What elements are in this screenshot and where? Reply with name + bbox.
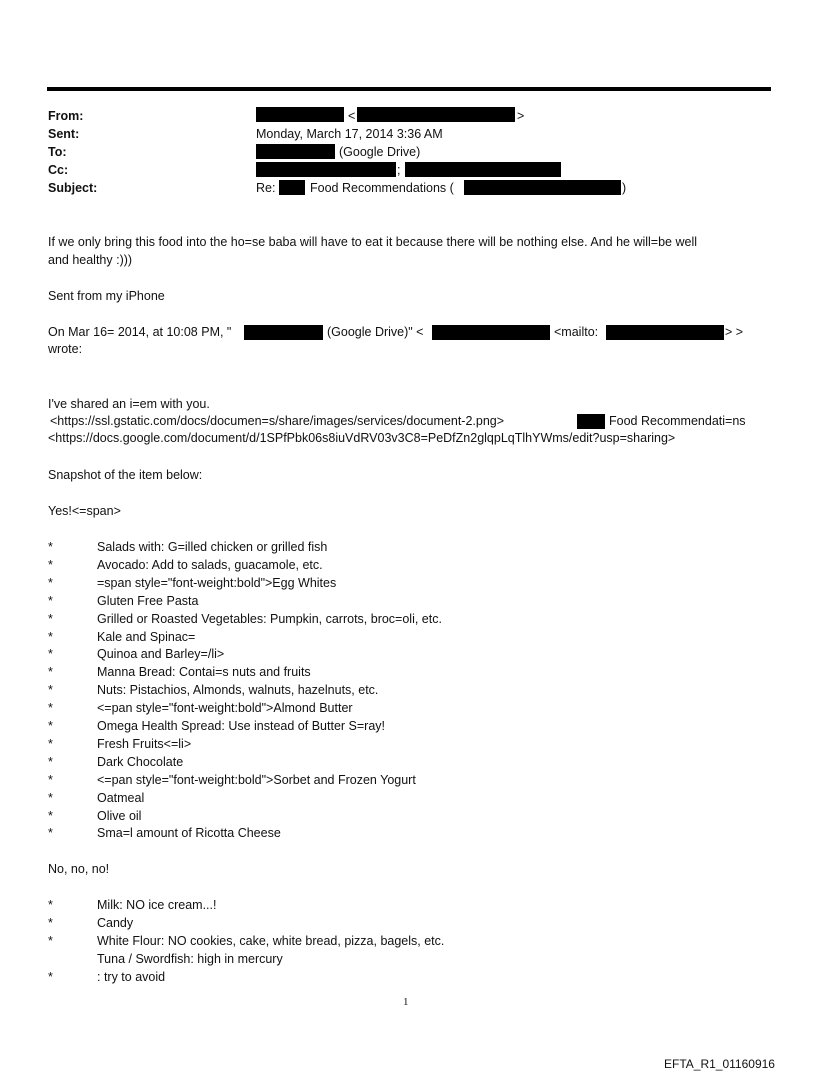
- list-item: Avocado: Add to salads, guacamole, etc.: [97, 557, 323, 572]
- url-doc-link[interactable]: <https://docs.google.com/document/d/1SPfPbk06s8iuVdRV03v3C8=PeDfZn2glqpLqTlhYWms/edit?usp=sharing>: [48, 431, 676, 445]
- doc-title: Food Recommendati=ns: [609, 414, 746, 428]
- redaction-subject-2: [464, 180, 621, 195]
- list-item: Olive oil: [97, 808, 142, 823]
- list-item: White Flour: NO cookies, cake, white bread, pizza, bagels, etc.: [97, 934, 445, 948]
- snapshot-line: Snapshot of the item below:: [48, 468, 203, 482]
- list-bullet: *: [48, 629, 53, 644]
- list-bullet: *: [48, 898, 53, 912]
- list-item: Fresh Fruits<=li>: [97, 736, 192, 751]
- list-item: Oatmeal: [97, 790, 145, 805]
- redaction-quote-mailto: [606, 325, 724, 340]
- list-bullet: *: [48, 916, 53, 930]
- list-bullet: *: [48, 611, 53, 626]
- no-line: No, no, no!: [48, 862, 110, 876]
- subject-close: ): [622, 181, 627, 195]
- list-bullet: *: [48, 540, 53, 554]
- list-item: =span style="font-weight:bold">Egg Whites: [97, 575, 337, 590]
- list-item: : try to avoid: [97, 970, 166, 984]
- list-bullet: *: [48, 970, 53, 984]
- list-bullet: *: [48, 934, 53, 948]
- list-item: Sma=l amount of Ricotta Cheese: [97, 826, 281, 841]
- list-item: Nuts: Pistachios, Almonds, walnuts, hazelnuts, etc.: [97, 683, 379, 698]
- from-label: From:: [48, 109, 84, 123]
- list-bullet: *: [48, 683, 53, 698]
- list-item: Manna Bread: Contai=s nuts and fruits: [97, 665, 311, 680]
- yes-line: Yes!<=span>: [48, 504, 121, 518]
- shared-line: I've shared an i=em with you.: [48, 397, 210, 411]
- to-suffix: (Google Drive): [339, 145, 421, 159]
- redaction-from-email: [357, 107, 515, 122]
- quote-wrote: wrote:: [48, 342, 83, 356]
- quote-start: On Mar 16= 2014, at 10:08 PM, ": [48, 325, 232, 339]
- redaction-quote-email: [432, 325, 550, 340]
- list-item: Candy: [97, 916, 134, 930]
- quote-mid: (Google Drive)" <: [327, 325, 424, 339]
- cc-label: Cc:: [48, 163, 69, 177]
- url-image-link[interactable]: <https://ssl.gstatic.com/docs/documen=s/share/images/services/document-2.png>: [50, 414, 505, 428]
- body-para1-line1: If we only bring this food into the ho=se baba will have to eat it because there will be nothing else. And he will=be well: [48, 235, 698, 249]
- list-item: Dark Chocolate: [97, 754, 184, 769]
- list-bullet: *: [48, 754, 53, 769]
- list-item: Tuna / Swordfish: high in mercury: [97, 952, 283, 966]
- redaction-subject-1: [279, 180, 305, 195]
- subject-label: Subject:: [48, 181, 98, 195]
- quote-mailto: <mailto:: [554, 325, 599, 339]
- list-bullet: *: [48, 808, 53, 823]
- list-item: Gluten Free Pasta: [97, 593, 199, 608]
- bates-number: EFTA_R1_01160916: [664, 1057, 775, 1071]
- redaction-cc-1: [256, 162, 396, 177]
- list-bullet: *: [48, 593, 53, 608]
- list-bullet: *: [48, 790, 53, 805]
- body-para1-line2: and healthy :))): [48, 253, 133, 267]
- list-bullet: *: [48, 736, 53, 751]
- list-bullet: *: [48, 557, 53, 572]
- list-bullet: *: [48, 665, 53, 680]
- list-item: Omega Health Spread: Use instead of Butter S=ray!: [97, 719, 386, 733]
- list-bullet: *: [48, 772, 53, 787]
- redaction-quote-name: [244, 325, 323, 340]
- list-item: Quinoa and Barley=/li>: [97, 647, 225, 662]
- list-item: <=pan style="font-weight:bold">Sorbet and Frozen Yogurt: [97, 772, 416, 787]
- sent-label: Sent:: [48, 127, 80, 141]
- list-item: Kale and Spinac=: [97, 629, 196, 644]
- quote-end: > >: [725, 325, 744, 339]
- header-rule: [47, 87, 771, 91]
- redaction-doc-title: [577, 414, 605, 429]
- redaction-cc-2: [405, 162, 561, 177]
- redaction-from-name: [256, 107, 344, 122]
- list-bullet: *: [48, 719, 53, 733]
- list-bullet: *: [48, 647, 53, 662]
- list-bullet: *: [48, 701, 53, 716]
- to-label: To:: [48, 145, 67, 159]
- list-bullet: *: [48, 575, 53, 590]
- redaction-to-name: [256, 144, 335, 159]
- sent-value: Monday, March 17, 2014 3:36 AM: [256, 127, 443, 141]
- subject-re: Re:: [256, 181, 276, 195]
- list-item: <=pan style="font-weight:bold">Almond Butter: [97, 701, 353, 716]
- list-bullet: *: [48, 826, 53, 841]
- page-number: 1: [403, 996, 409, 1008]
- list-item: Milk: NO ice cream...!: [97, 898, 217, 912]
- list-item: Grilled or Roasted Vegetables: Pumpkin, carrots, broc=oli, etc.: [97, 611, 442, 626]
- signature: Sent from my iPhone: [48, 289, 165, 303]
- from-gt: >: [517, 109, 525, 123]
- cc-separator: ;: [397, 163, 401, 177]
- subject-text: Food Recommendations (: [310, 181, 454, 195]
- from-lt: <: [348, 109, 356, 123]
- list-item: Salads with: G=illed chicken or grilled fish: [97, 540, 328, 554]
